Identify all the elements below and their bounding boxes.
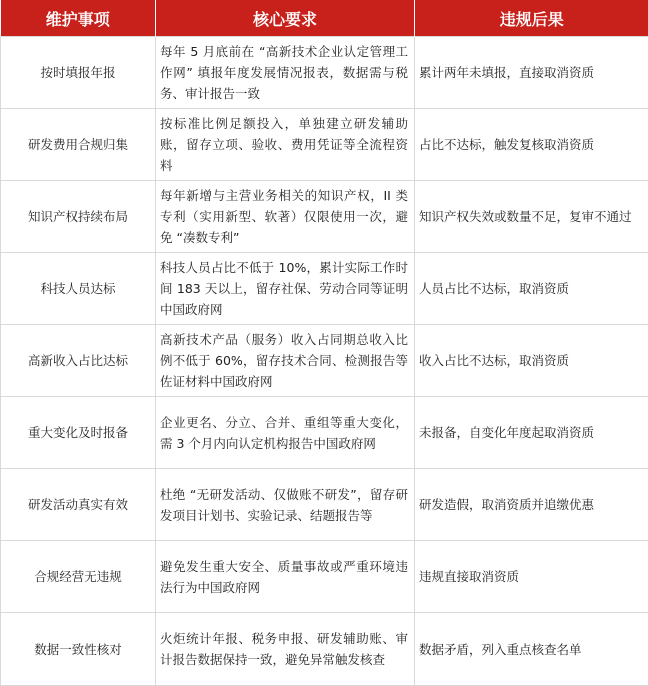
table-row (1, 397, 648, 469)
table-row (1, 181, 648, 253)
cell-consequence: 未报备，自变化年度起取消资质 (415, 397, 648, 469)
cell-consequence: 违规直接取消资质 (415, 541, 648, 613)
header-item: 维护事项 (1, 0, 156, 37)
cell-requirement: 每年新增与主营业务相关的知识产权，II 类专利（实用新型、软著）仅限使用一次，避免 “凑数专利” (156, 181, 415, 253)
cell-item: 按时填报年报 (1, 37, 156, 109)
cell-requirement: 科技人员占比不低于 10%，累计实际工作时间 183 天以上，留存社保、劳动合同等证明中国政府网 (156, 253, 415, 325)
table-row (1, 253, 648, 325)
cell-consequence: 知识产权失效或数量不足，复审不通过 (415, 181, 648, 253)
cell-item: 知识产权持续布局 (1, 181, 156, 253)
cell-consequence: 占比不达标，触发复核取消资质 (415, 109, 648, 181)
cell-consequence: 人员占比不达标，取消资质 (415, 253, 648, 325)
cell-requirement: 企业更名、分立、合并、重组等重大变化，需 3 个月内向认定机构报告中国政府网 (156, 397, 415, 469)
cell-item: 研发活动真实有效 (1, 469, 156, 541)
table-row (1, 541, 648, 613)
cell-consequence: 数据矛盾，列入重点核查名单 (415, 613, 648, 686)
table-row (1, 325, 648, 397)
cell-item: 数据一致性核对 (1, 613, 156, 686)
table-row (1, 613, 648, 686)
table-header (1, 0, 648, 37)
cell-requirement: 避免发生重大安全、质量事故或严重环境违法行为中国政府网 (156, 541, 415, 613)
table-row (1, 37, 648, 109)
cell-item: 高新收入占比达标 (1, 325, 156, 397)
cell-requirement: 火炬统计年报、税务申报、研发辅助账、审计报告数据保持一致，避免异常触发核查 (156, 613, 415, 686)
cell-requirement: 杜绝 “无研发活动、仅做账不研发”，留存研发项目计划书、实验记录、结题报告等 (156, 469, 415, 541)
cell-item: 科技人员达标 (1, 253, 156, 325)
cell-consequence: 累计两年未填报，直接取消资质 (415, 37, 648, 109)
table-row (1, 109, 648, 181)
header-requirement: 核心要求 (156, 0, 415, 37)
cell-item: 合规经营无违规 (1, 541, 156, 613)
cell-requirement: 高新技术产品（服务）收入占同期总收入比例不低于 60%，留存技术合同、检测报告等佐证材料中国政府网 (156, 325, 415, 397)
cell-item: 研发费用合规归集 (1, 109, 156, 181)
cell-item: 重大变化及时报备 (1, 397, 156, 469)
header-row (1, 0, 648, 37)
table-row (1, 469, 648, 541)
cell-requirement: 每年 5 月底前在 “高新技术企业认定管理工作网” 填报年度发展情况报表，数据需与税务、审计报告一致 (156, 37, 415, 109)
header-consequence: 违规后果 (415, 0, 648, 37)
table-body (1, 37, 648, 686)
cell-consequence: 收入占比不达标，取消资质 (415, 325, 648, 397)
cell-requirement: 按标准比例足额投入，单独建立研发辅助账，留存立项、验收、费用凭证等全流程资料 (156, 109, 415, 181)
cell-consequence: 研发造假，取消资质并追缴优惠 (415, 469, 648, 541)
